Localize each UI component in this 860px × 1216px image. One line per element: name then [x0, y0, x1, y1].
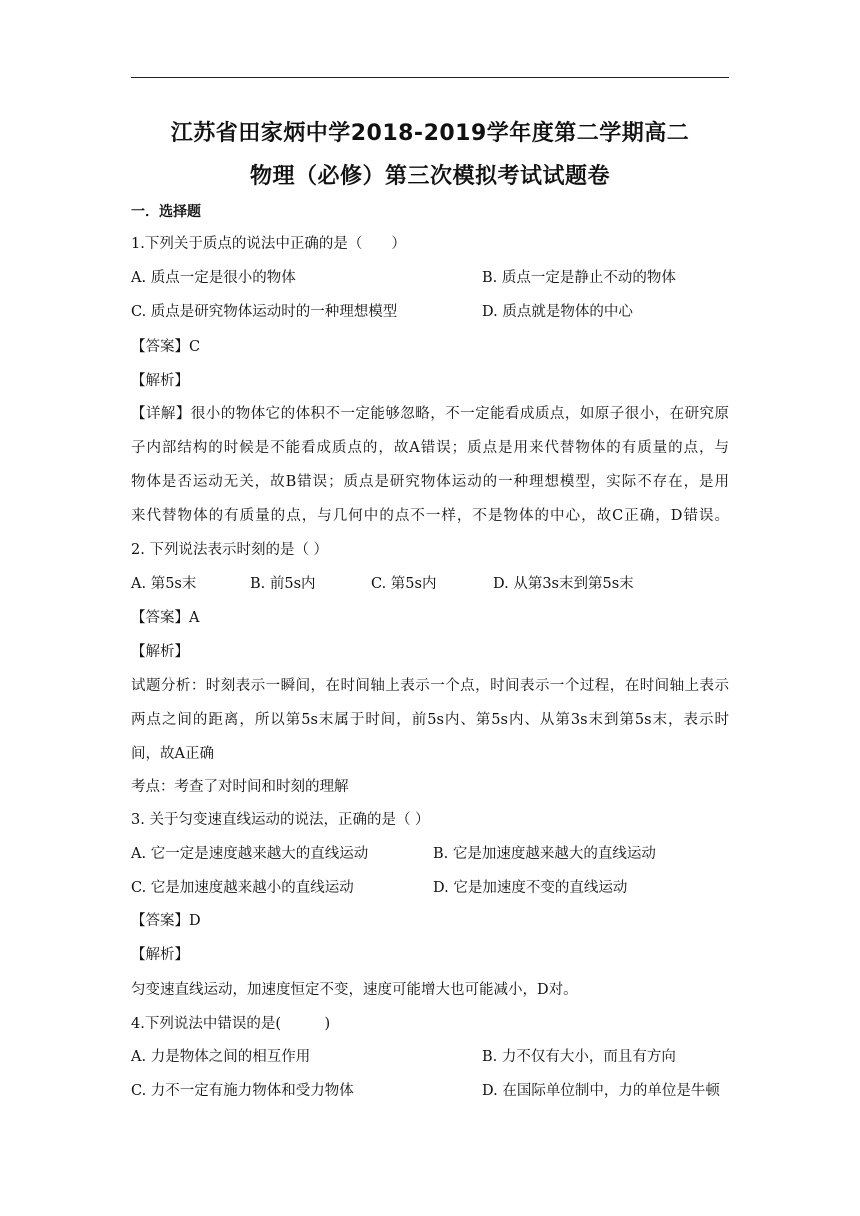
- question-2-stem: 2. 下列说法表示时刻的是（ ）: [131, 542, 329, 558]
- header-rule: [131, 77, 729, 78]
- title-line-1: 江苏省田家炳中学2018-2019学年度第二学期高二: [170, 121, 690, 146]
- title-line-2: 物理（必修）第三次模拟考试试题卷: [249, 164, 610, 189]
- question-4-option-c: C. 力不一定有施力物体和受力物体: [131, 1083, 354, 1099]
- question-2-answer: 【答案】A: [131, 610, 200, 626]
- question-3-detail: 匀变速直线运动，加速度恒定不变，速度可能增大也可能减小，D对。: [131, 982, 578, 998]
- question-3-option-d: D. 它是加速度不变的直线运动: [433, 880, 628, 896]
- question-4-option-b: B. 力不仅有大小，而且有方向: [482, 1049, 676, 1065]
- question-2-option-a: A. 第5s末: [131, 576, 197, 592]
- question-2-detail-line: 两点之间的距离，所以第5s末属于时间，前5s内、第5s内、从第3s末到第5s末，表示时: [131, 712, 729, 728]
- question-3-stem: 3. 关于匀变速直线运动的说法，正确的是（ ）: [131, 812, 430, 828]
- question-1-answer: 【答案】C: [131, 339, 201, 355]
- question-4-option-d: D. 在国际单位制中，力的单位是牛顿: [482, 1083, 720, 1099]
- question-1-option-c: C. 质点是研究物体运动时的一种理想模型: [131, 304, 398, 320]
- question-2-analysis-label: 【解析】: [131, 644, 189, 660]
- question-4-stem: 4.下列说法中错误的是( ): [131, 1016, 331, 1032]
- question-1-detail-line: 来代替物体的有质量的点，与几何中的点不一样，不是物体的中心，故C正确，D错误。: [131, 508, 729, 524]
- question-2-option-c: C. 第5s内: [371, 576, 437, 592]
- question-2-option-d: D. 从第3s末到第5s末: [493, 576, 634, 592]
- question-1-analysis-label: 【解析】: [131, 373, 189, 389]
- question-2-kaodian: 考点：考查了对时间和时刻的理解: [131, 779, 349, 795]
- question-3-analysis-label: 【解析】: [131, 947, 189, 963]
- question-1-stem: 1.下列关于质点的说法中正确的是（ ）: [131, 236, 406, 252]
- question-3-option-b: B. 它是加速度越来越大的直线运动: [433, 846, 656, 862]
- question-2-detail-line: 试题分析：时刻表示一瞬间，在时间轴上表示一个点，时间表示一个过程，在时间轴上表示: [131, 678, 729, 694]
- question-1-option-a: A. 质点一定是很小的物体: [131, 270, 296, 286]
- question-2-option-b: B. 前5s内: [250, 576, 316, 592]
- question-1-option-b: B. 质点一定是静止不动的物体: [482, 270, 676, 286]
- question-3-option-a: A. 它一定是速度越来越大的直线运动: [131, 846, 369, 862]
- question-1-option-d: D. 质点就是物体的中心: [482, 304, 633, 320]
- question-3-answer: 【答案】D: [131, 913, 201, 929]
- question-1-detail-line: 物体是否运动无关，故B错误；质点是研究物体运动的一种理想模型，实际不存在，是用: [131, 474, 729, 490]
- question-1-detail-line: 【详解】很小的物体它的体积不一定能够忽略，不一定能看成质点，如原子很小，在研究原: [131, 406, 729, 422]
- question-4-option-a: A. 力是物体之间的相互作用: [131, 1049, 311, 1065]
- question-1-detail-line: 子内部结构的时候是不能看成质点的，故A错误；质点是用来代替物体的有质量的点，与: [131, 440, 729, 456]
- question-3-option-c: C. 它是加速度越来越小的直线运动: [131, 880, 354, 896]
- section-heading: 一．选择题: [131, 204, 201, 220]
- question-2-detail-line: 间，故A正确: [131, 746, 214, 762]
